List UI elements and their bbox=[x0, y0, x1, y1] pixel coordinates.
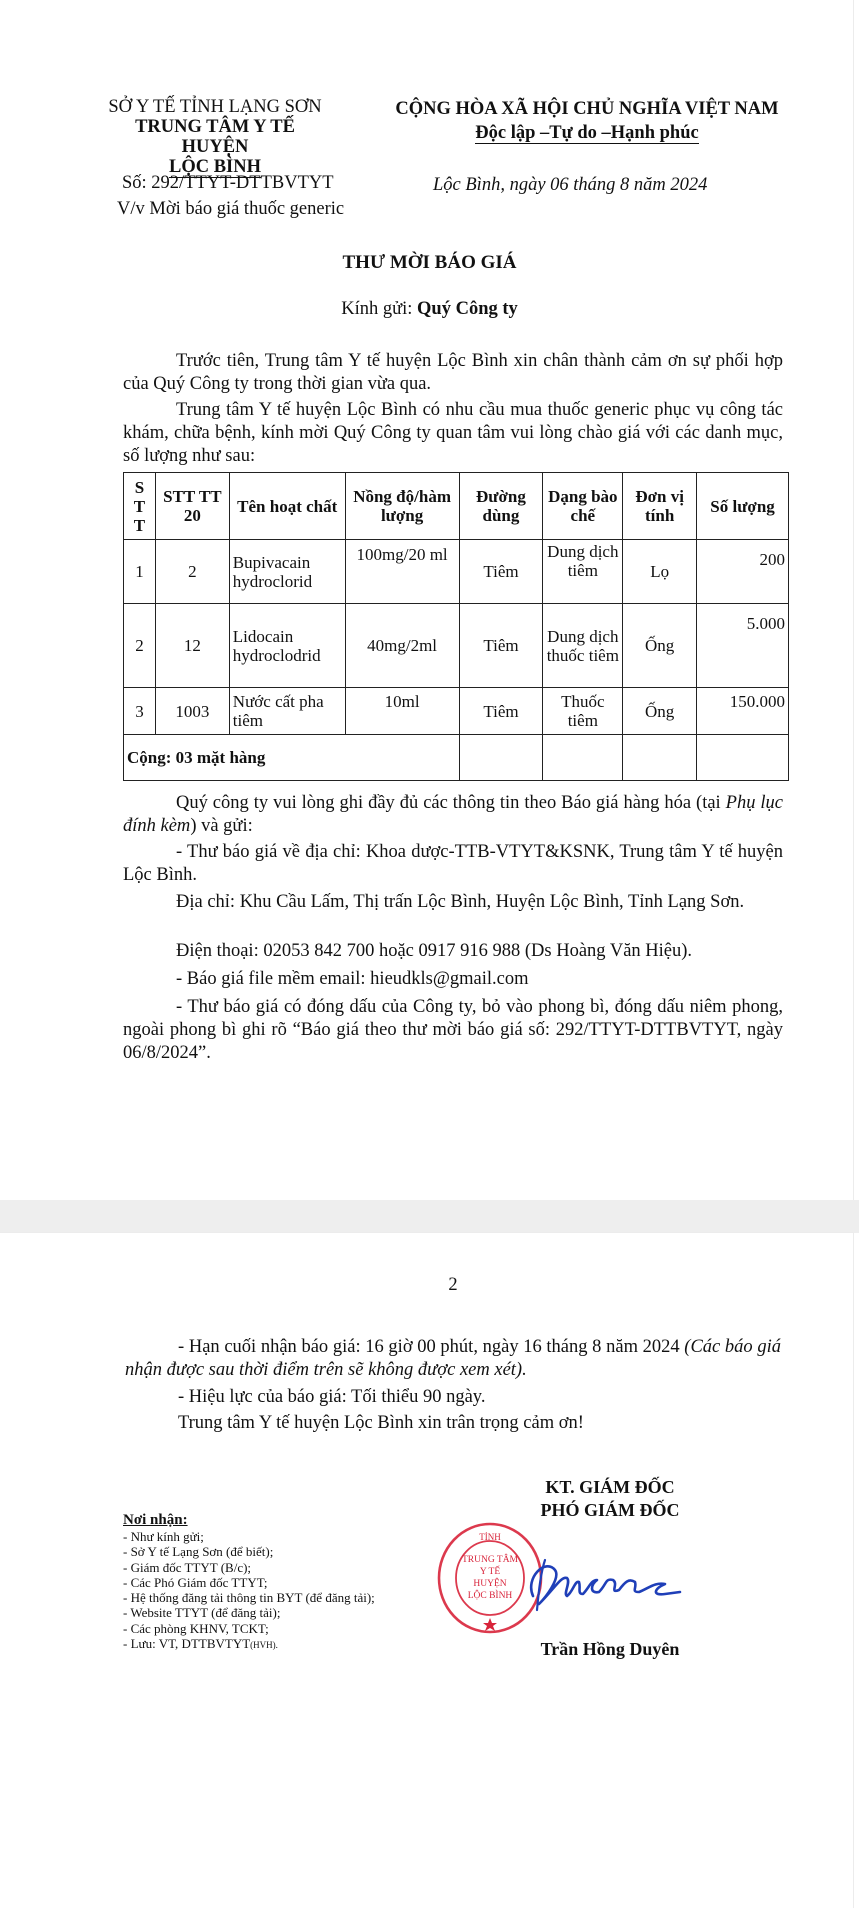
stamp-line: HUYỆN bbox=[473, 1579, 507, 1589]
page-number: 2 bbox=[448, 1275, 458, 1295]
greeting-prefix: Kính gửi: bbox=[341, 299, 413, 319]
cell-active: Nước cất pha tiêm bbox=[229, 688, 345, 735]
cell-stt: 1 bbox=[124, 540, 156, 604]
header-active-ingredient: Tên hoạt chất bbox=[229, 473, 345, 540]
recipient-item: - Sở Y tế Lạng Sơn (để biết); bbox=[123, 1544, 274, 1560]
header-quantity: Số lượng bbox=[697, 473, 789, 540]
recipient-item: - Website TTYT (để đăng tải); bbox=[123, 1605, 281, 1621]
cell-unit: Ống bbox=[623, 688, 697, 735]
signature-title-line2: PHÓ GIÁM ĐỐC bbox=[540, 1500, 680, 1520]
signer-name: Trần Hồng Duyên bbox=[540, 1639, 680, 1659]
table-row bbox=[124, 688, 789, 735]
recipient-item: - Các phòng KHNV, TCKT; bbox=[123, 1620, 269, 1636]
cell-tt20: 12 bbox=[155, 604, 229, 688]
instruction-text-end: ) và gửi: bbox=[190, 816, 253, 836]
instruction-paragraph-1 bbox=[123, 792, 783, 838]
intro-paragraph-2: Trung tâm Y tế huyện Lộc Bình có nhu cầu mua thuốc generic phục vụ công tác khám, chữa bệnh, kính mời Quý Công ty quan tâm vui lòng chào giá với các danh mục, số lượng như sau: bbox=[123, 400, 783, 466]
stamp-line: LỘC BÌNH bbox=[467, 1591, 513, 1601]
table-row bbox=[124, 540, 789, 604]
handwritten-signature bbox=[515, 1548, 685, 1618]
document-subject: V/v Mời báo giá thuốc generic bbox=[117, 199, 345, 219]
recipient-archive-suffix: (HVH). bbox=[250, 1640, 278, 1651]
greeting-recipient: Quý Công ty bbox=[417, 299, 518, 319]
instruction-envelope: - Thư báo giá có đóng dấu của Công ty, bỏ vào phong bì, đóng dấu niêm phong, ngoài phong bì ghi rõ “Báo giá theo thư mời báo giá số: 292/TTYT-DTTBVTYT, ngày 06/8/2024”. bbox=[123, 997, 783, 1063]
table-header-row bbox=[124, 473, 789, 540]
cell-quantity: 150.000 bbox=[697, 688, 789, 735]
recipients-title: Nơi nhận: bbox=[123, 1512, 188, 1528]
intro-paragraph-1: Trước tiên, Trung tâm Y tế huyện Lộc Bình xin chân thành cảm ơn sự phối hợp của Quý Công ty trong thời gian vừa qua. bbox=[123, 351, 783, 394]
cell-total: Cộng: 03 mặt hàng bbox=[124, 735, 460, 781]
cell-empty bbox=[459, 735, 543, 781]
thanks-paragraph: Trung tâm Y tế huyện Lộc Bình xin trân trọng cảm ơn! bbox=[178, 1413, 584, 1433]
stamp-top-text: TỈNH bbox=[479, 1532, 501, 1542]
header-right bbox=[382, 97, 792, 145]
table-row bbox=[124, 604, 789, 688]
cell-tt20: 1003 bbox=[155, 688, 229, 735]
cell-stt: 2 bbox=[124, 604, 156, 688]
national-motto: Độc lập –Tự do –Hạnh phúc bbox=[475, 123, 699, 143]
cell-quantity: 200 bbox=[697, 540, 789, 604]
deadline-paragraph bbox=[125, 1336, 781, 1382]
cell-active: Lidocain hydroclodrid bbox=[229, 604, 345, 688]
document-number: Số: 292/TTYT-DTTBVTYT bbox=[122, 173, 334, 193]
table-total-row bbox=[124, 735, 789, 781]
national-title: CỘNG HÒA XÃ HỘI CHỦ NGHĨA VIỆT NAM bbox=[395, 99, 779, 119]
header-left bbox=[100, 97, 330, 177]
document-date: Lộc Bình, ngày 06 tháng 8 năm 2024 bbox=[433, 175, 708, 195]
cell-form: Thuốc tiêm bbox=[543, 688, 623, 735]
agency-parent: SỞ Y TẾ TỈNH LẠNG SƠN bbox=[108, 97, 322, 117]
instruction-email: - Báo giá file mềm email: hieudkls@gmail.com bbox=[176, 969, 529, 989]
signature-title bbox=[500, 1476, 720, 1522]
recipients-block bbox=[123, 1512, 375, 1653]
cell-strength: 100mg/20 ml bbox=[345, 540, 459, 604]
cell-empty bbox=[543, 735, 623, 781]
cell-strength: 10ml bbox=[345, 688, 459, 735]
instruction-address: Địa chỉ: Khu Cầu Lấm, Thị trấn Lộc Bình, Huyện Lộc Bình, Tỉnh Lạng Sơn. bbox=[176, 892, 745, 912]
medicine-table bbox=[123, 472, 789, 781]
header-form: Dạng bào chế bbox=[543, 473, 623, 540]
cell-empty bbox=[697, 735, 789, 781]
deadline-text: - Hạn cuối nhận báo giá: 16 giờ 00 phút, ngày 16 tháng 8 năm 2024 bbox=[178, 1337, 685, 1357]
cell-unit: Lọ bbox=[623, 540, 697, 604]
cell-form: Dung dịch tiêm bbox=[543, 540, 623, 604]
signature-title-line1: KT. GIÁM ĐỐC bbox=[545, 1477, 675, 1497]
header-route: Đường dùng bbox=[459, 473, 543, 540]
cell-route: Tiêm bbox=[459, 604, 543, 688]
page-gap bbox=[0, 1200, 859, 1233]
cell-empty bbox=[623, 735, 697, 781]
instruction-phone: Điện thoại: 02053 842 700 hoặc 0917 916 988 (Ds Hoàng Văn Hiệu). bbox=[176, 941, 693, 961]
cell-tt20: 2 bbox=[155, 540, 229, 604]
appendix-reference: Phụ lục đính kèm bbox=[123, 793, 783, 836]
deadline-note: (Các báo giá nhận được sau thời điểm trên sẽ không được xem xét). bbox=[125, 1337, 781, 1380]
cell-route: Tiêm bbox=[459, 540, 543, 604]
cell-form: Dung dịch thuốc tiêm bbox=[543, 604, 623, 688]
cell-route: Tiêm bbox=[459, 688, 543, 735]
cell-unit: Ống bbox=[623, 604, 697, 688]
recipient-item: - Các Phó Giám đốc TTYT; bbox=[123, 1574, 268, 1590]
header-strength: Nồng độ/hàm lượng bbox=[345, 473, 459, 540]
recipient-item: - Giám đốc TTYT (B/c); bbox=[123, 1559, 252, 1575]
agency-name-line2: LỘC BÌNH bbox=[168, 157, 261, 177]
header-unit: Đơn vị tính bbox=[623, 473, 697, 540]
cell-active: Bupivacain hydroclorid bbox=[229, 540, 345, 604]
stamp-line: Y TẾ bbox=[479, 1567, 501, 1577]
cell-strength: 40mg/2ml bbox=[345, 604, 459, 688]
recipient-item: - Hệ thống đăng tải thông tin BYT (để đăng tải); bbox=[123, 1590, 375, 1606]
cell-quantity: 5.000 bbox=[697, 604, 789, 688]
stamp-line: TRUNG TÂM bbox=[461, 1555, 519, 1565]
instruction-text: Quý công ty vui lòng ghi đầy đủ các thông tin theo Báo giá hàng hóa (tại bbox=[176, 793, 726, 813]
validity-paragraph: - Hiệu lực của báo giá: Tối thiểu 90 ngày. bbox=[178, 1387, 486, 1407]
letter-title: THƯ MỜI BÁO GIÁ bbox=[342, 252, 517, 273]
stamp-star-icon bbox=[483, 1618, 497, 1631]
header-stt-tt20: STT TT 20 bbox=[155, 473, 229, 540]
instruction-send-address: - Thư báo giá về địa chỉ: Khoa dược-TTB-VTYT&KSNK, Trung tâm Y tế huyện Lộc Bình. bbox=[123, 842, 783, 885]
cell-stt: 3 bbox=[124, 688, 156, 735]
greeting bbox=[0, 299, 859, 320]
recipient-item: - Như kính gửi; bbox=[123, 1529, 204, 1544]
agency-name-line1: TRUNG TÂM Y TẾ HUYỆN bbox=[135, 117, 295, 157]
recipient-item bbox=[123, 1636, 375, 1653]
recipient-archive: - Lưu: VT, DTTBVTYT bbox=[123, 1636, 251, 1652]
header-stt: S T T bbox=[124, 473, 156, 540]
